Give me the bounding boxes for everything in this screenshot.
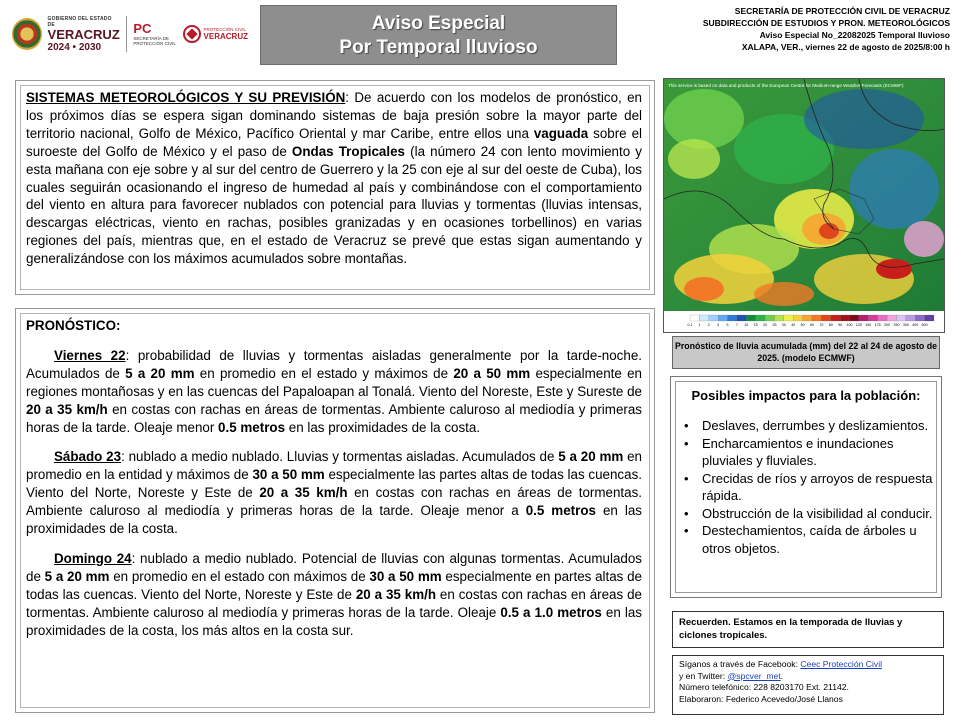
contact-box: [672, 655, 944, 715]
header-date: XALAPA, VER., viernes 22 de agosto de 2025/8:00 h: [741, 42, 950, 52]
legend-tick-label: 25: [772, 323, 777, 327]
legend-swatch: [896, 315, 905, 321]
legend-tick-label: 500: [921, 323, 928, 327]
viernes-b2: 20 a 50 mm: [453, 365, 531, 381]
legend-swatch: [699, 315, 708, 321]
day-viernes: Viernes 22: [54, 347, 126, 363]
legend-swatch: [925, 315, 934, 321]
legend-tick-label: 125: [855, 323, 862, 327]
viernes-t5: en las proximidades de la costa.: [285, 419, 481, 435]
legend-tick-label: 20: [763, 323, 768, 327]
map-credit: This service is based on data and products of the European Centre for Medium-range Weather Forecasts (ECMWF): [668, 83, 904, 88]
viernes-b4: 0.5 metros: [218, 419, 286, 435]
title-line-1: Aviso Especial: [371, 13, 506, 34]
legend-swatch: [803, 315, 812, 321]
legend-swatch: [812, 315, 821, 321]
viernes-t3: especialmente en regiones montañosas y en las cuencas del Papaloapan al Tonalá. Viento del Noreste, Este y Sureste de: [26, 365, 642, 399]
viernes-b3: 20 a 35 km/h: [26, 401, 108, 417]
legend-tick-label: 3: [717, 323, 720, 327]
legend-swatch: [746, 315, 755, 321]
legend-tick-label: 50: [800, 323, 805, 327]
header-logos: [12, 10, 248, 58]
legend-swatch: [793, 315, 802, 321]
legend-swatch: [906, 315, 915, 321]
legend-tick-label: 60: [810, 323, 814, 327]
legend-tick-label: 70: [819, 323, 824, 327]
legend-tick-label: 2: [707, 323, 710, 327]
header-info: [630, 5, 950, 53]
pc-logo: [133, 22, 182, 47]
sistemas-t3: (la número 24 con lento movimiento y esta mañana con eje sobre y al sur del centro de Guerrero y la 25 con eje al sur del oeste de Cuba), los cuales seguirán ocasionando el ingreso de humedad al país y combinándose con el comportamiento del viento en altura para favorecer nublados con potencial para lluvias y tormentas (lluvias intensas, descargas eléctricas, viento en rachas, posibles granizadas y en ocasiones torbellinos) en varias regiones del país, mientras que, en el estado de Veracruz se prevé que estas sigan aumentando y generalizándose con los máximos acumulados sobre montañas.: [26, 143, 642, 267]
legend-tick-label: 15: [753, 323, 758, 327]
day-domingo: Domingo 24: [54, 550, 132, 566]
legend-tick-label: 200: [884, 323, 891, 327]
sabado-b4: 0.5 metros: [525, 503, 596, 519]
legend-swatch: [709, 315, 718, 321]
legend-swatch: [915, 315, 924, 321]
document-title: [260, 5, 617, 65]
legend-swatch: [878, 315, 887, 321]
sistemas-text: [26, 89, 642, 268]
pcv-small: PROTECCIÓN CIVIL: [203, 27, 247, 32]
viernes-t1: : probabilidad de lluvias y tormentas aisladas generalmente por la tarde-noche. Acumulados de: [26, 347, 642, 381]
domingo-t4: en costas con rachas en áreas de tormentas. Ambiente caluroso al mediodía y primeras horas de la tarde. Oleaje: [26, 586, 642, 620]
domingo-t1: : nublado a medio nublado. Potencial de lluvias con algunas tormentas. Acumulados de: [26, 550, 642, 584]
domingo-t5: en las proximidades de la costa, los más altos en la costa sur.: [26, 604, 642, 638]
gov-line-1: GOBIERNO DEL ESTADO DE: [47, 15, 112, 28]
proteccion-civil-icon: [183, 25, 201, 43]
sabado-t2: en promedio en la entidad y máximos de: [26, 449, 642, 483]
header-agency: SECRETARÍA DE PROTECCIÓN CIVIL DE VERACRUZ: [734, 6, 950, 16]
domingo-t3: especialmente en partes altas de todas las cuencas. Viento del Norte, Noreste y Este de: [26, 568, 642, 602]
legend-tick-label: 7: [735, 323, 738, 327]
viernes-t2: en promedio en el estado y máximos de: [194, 365, 454, 381]
legend-swatch: [868, 315, 877, 321]
legend-swatch: [718, 315, 727, 321]
twitter-link[interactable]: @spcver_met: [727, 670, 781, 681]
legend-tick-label: 150: [865, 323, 872, 327]
legend-swatch: [840, 315, 849, 321]
map-legend: [688, 315, 935, 327]
header-aviso-number: Aviso Especial No_22082025 Temporal lluvioso: [759, 30, 950, 40]
domingo-b1: 5 a 20 mm: [44, 568, 110, 584]
tw-suffix: .: [780, 670, 784, 681]
legend-swatch: [859, 315, 868, 321]
legend-tick-label: 30: [781, 323, 786, 327]
authors: Elaboraron: Federico Acevedo/José Llanos: [679, 693, 843, 704]
legend-tick-label: 250: [893, 323, 900, 327]
legend-tick-label: 300: [902, 323, 909, 327]
domingo-t2: en promedio en el estado con máximos de: [109, 568, 370, 584]
sabado-t4: en costas con rachas en áreas de tormentas. Ambiente caluroso al mediodía y primeras horas de la tarde. Oleaje menor a: [26, 485, 643, 519]
title-line-2: Por Temporal lluvioso: [339, 37, 538, 58]
facebook-link[interactable]: Ceec Protección Civil: [800, 659, 883, 669]
phone-number: Número telefónico: 228 8203170 Ext. 21142.: [679, 682, 849, 692]
forecast-domingo: [26, 550, 642, 640]
sabado-t5: en las proximidades de la costa.: [26, 503, 642, 537]
fb-prefix: Síganos a través de Facebook:: [679, 659, 801, 669]
pronostico-text: [26, 317, 642, 640]
list-item: • Deslaves, derrumbes y deslizamientos.: [682, 417, 936, 435]
legend-swatch: [756, 315, 765, 321]
forecast-sabado: [26, 448, 642, 538]
domingo-b3: 20 a 35 km/h: [355, 586, 437, 602]
legend-tick-label: 400: [912, 323, 919, 327]
sistemas-panel: [15, 80, 655, 295]
legend-swatch: [728, 315, 737, 321]
legend-swatch: [737, 315, 746, 321]
pc-subtitle: SECRETARÍA DE PROTECCIÓN CIVIL: [133, 35, 176, 46]
legend-tick-label: 5: [726, 323, 729, 327]
legend-tick-label: 0.1: [687, 323, 693, 327]
legend-swatch: [765, 315, 774, 321]
forecast-viernes: [26, 347, 642, 437]
gov-line-3: 2024 • 2030: [47, 41, 102, 53]
sistemas-b2: Ondas Tropicales: [291, 143, 405, 159]
legend-tick-label: 90: [838, 323, 843, 327]
sabado-t3: especialmente las partes altas de todas las cuencas. Viento del Norte, Noreste y Este de: [26, 467, 642, 501]
sabado-b2: 30 a 50 mm: [252, 467, 325, 483]
list-item: • Crecidas de ríos y arroyos de respuesta rápida.: [682, 470, 936, 505]
domingo-b4: 0.5 a 1.0 metros: [500, 604, 602, 620]
sabado-t1: : nublado a medio nublado. Lluvias y tormentas aisladas. Acumulados de: [121, 449, 559, 465]
legend-swatch: [690, 315, 699, 321]
pronostico-panel: [15, 308, 655, 713]
legend-tick-label: 80: [828, 323, 833, 327]
legend-tick-label: 1: [698, 323, 701, 327]
legend-tick-label: 10: [744, 323, 749, 327]
pc-abbr: PC: [133, 20, 152, 36]
sabado-b1: 5 a 20 mm: [558, 449, 624, 465]
map-caption: Pronóstico de lluvia acumulada (mm) del 22 al 24 de agosto de 2025. (modelo ECMWF): [672, 336, 940, 369]
sabado-b3: 20 a 35 km/h: [259, 485, 348, 501]
domingo-b2: 30 a 50 mm: [369, 568, 442, 584]
header-subdirection: SUBDIRECCIÓN DE ESTUDIOS Y PRON. METEOROLÓGICOS: [702, 18, 950, 28]
pcv-logo: [183, 25, 248, 43]
pronostico-heading: PRONÓSTICO:: [26, 318, 121, 333]
legend-swatch: [784, 315, 793, 321]
legend-tick-label: 175: [874, 323, 881, 327]
gov-line-2: VERACRUZ: [47, 26, 120, 42]
sistemas-t2: sobre el suroeste del Golfo de México y el paso de: [26, 125, 642, 159]
day-sabado: Sábado 23: [54, 449, 122, 465]
legend-swatch: [831, 315, 840, 321]
legend-tick-label: 40: [791, 323, 796, 327]
legend-tick-label: 100: [846, 323, 853, 327]
rainfall-map-svg: [664, 79, 944, 332]
legend-swatch: [774, 315, 783, 321]
impactos-title: Posibles impactos para la población:: [691, 388, 921, 403]
logo-divider: [126, 16, 127, 52]
tw-prefix: y en Twitter:: [679, 670, 728, 681]
impactos-box: [670, 376, 942, 598]
impactos-list: [676, 417, 936, 557]
sistemas-t1: : De acuerdo con los modelos de pronóstico, en los próximos días se espera sigan dominando sistemas de baja presión sobre la mayor parte del territorio nacional, Golfo de México, Pacífico Oriental y mar Caribe, entre ellos una: [26, 90, 642, 141]
legend-swatch: [850, 315, 859, 321]
list-item: • Obstrucción de la visibilidad al conducir.: [682, 505, 936, 523]
legend-swatch: [887, 315, 896, 321]
veracruz-seal-icon: [12, 16, 42, 52]
viernes-t4: en costas con rachas en áreas de tormentas. Ambiente caluroso al mediodía y primeras horas de la tarde. Oleaje menor: [26, 401, 642, 435]
pcv-big: VERACRUZ: [203, 32, 248, 41]
legend-swatch: [821, 315, 830, 321]
sistemas-b1: vaguada: [533, 125, 589, 141]
list-item: • Encharcamientos e inundaciones pluviales y fluviales.: [682, 435, 936, 470]
rainfall-map: [663, 78, 945, 333]
recuerden-box: Recuerden. Estamos en la temporada de lluvias y ciclones tropicales.: [672, 611, 944, 648]
viernes-b1: 5 a 20 mm: [125, 365, 195, 381]
sistemas-heading: SISTEMAS METEOROLÓGICOS Y SU PREVISIÓN: [26, 90, 346, 105]
list-item: • Destechamientos, caída de árboles u otros objetos.: [682, 522, 936, 557]
gobierno-logo: [48, 16, 121, 53]
